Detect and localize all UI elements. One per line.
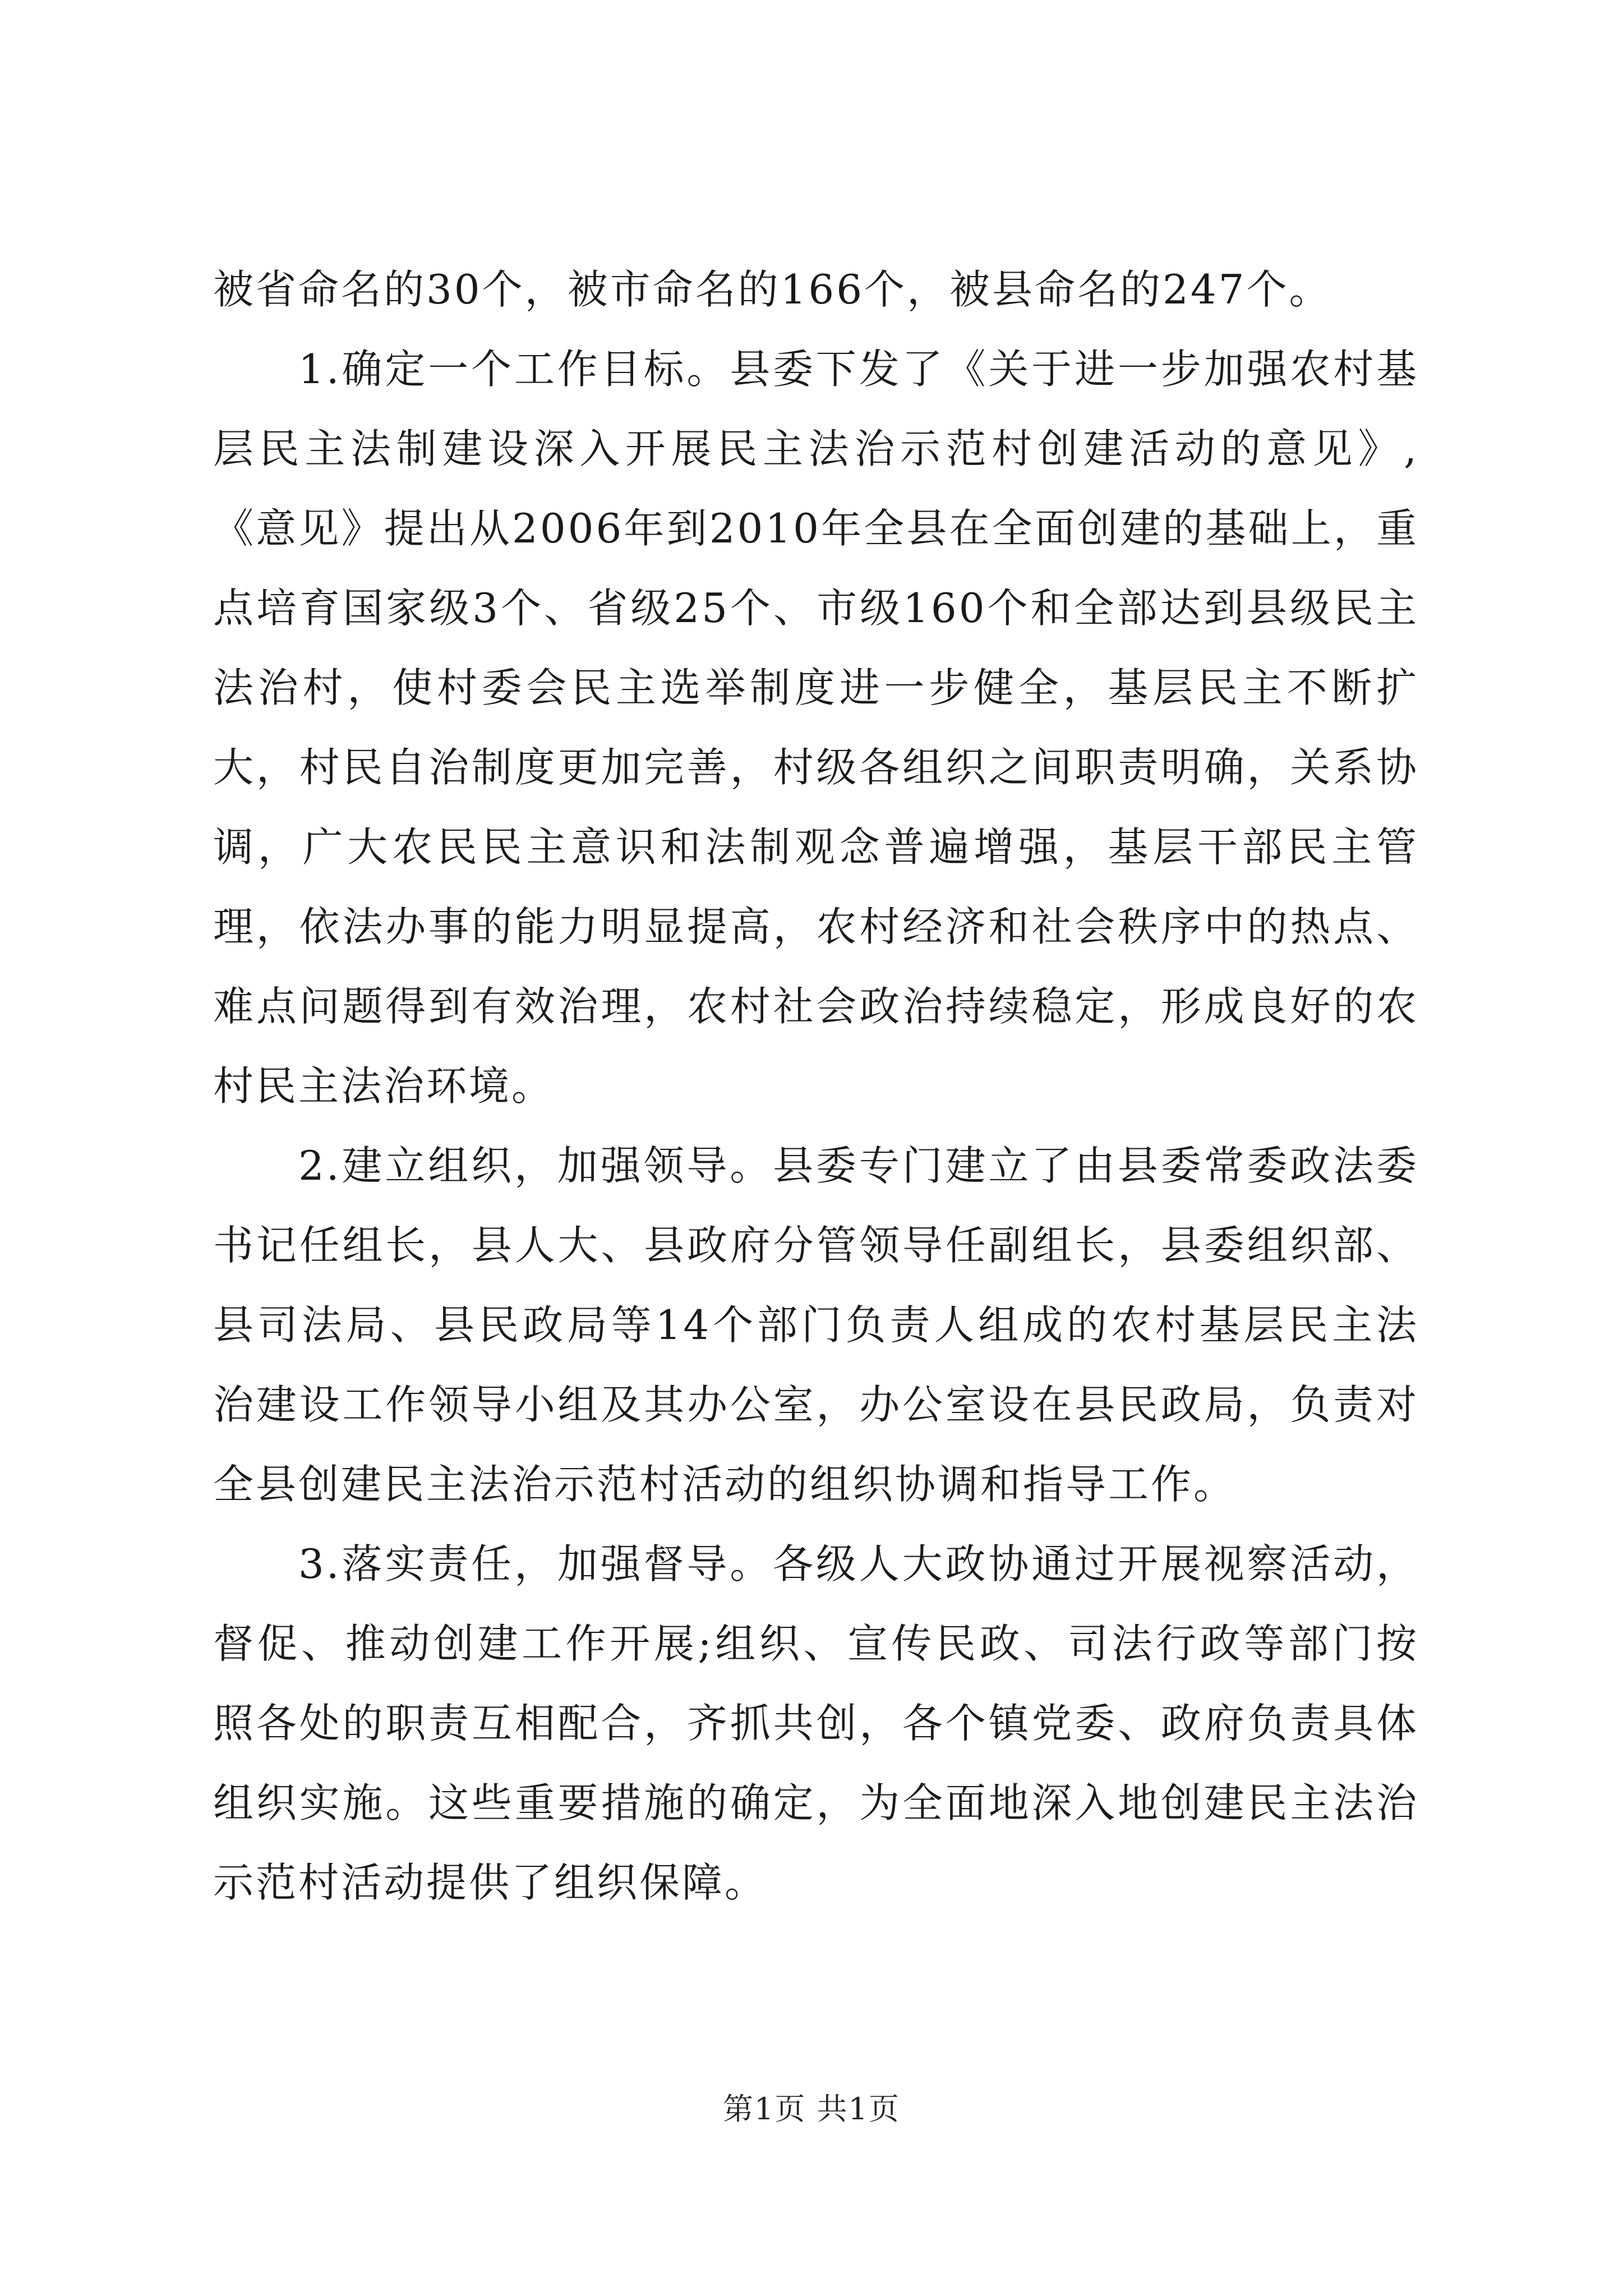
paragraph-item-2: 2.建立组织，加强领导。县委专门建立了由县委常委政法委书记任组长，县人大、县政府分管领导任副组长，县委组织部、县司法局、县民政局等14个部门负责人组成的农村基层民主法治建设工作领导小组及其办公室，办公室设在县民政局，负责对全县创建民主法治示范村活动的组织协调和指导工作。: [213, 1142, 1419, 1508]
paragraph-item-1: 1.确定一个工作目标。县委下发了《关于进一步加强农村基层民主法制建设深入开展民主法治示范村创建活动的意见》,《意见》提出从2006年到2010年全县在全面创建的基础上，重点培育国家级3个、省级25个、市级160个和全部达到县级民主法治村，使村委会民主选举制度进一步健全，基层民主不断扩大，村民自治制度更加完善，村级各组织之间职责明确，关系协调，广大农民民主意识和法制观念普遍增强，基层干部民主管理，依法办事的能力明显提高，农村经济和社会秩序中的热点、难点问题得到有效治理，农村社会政治持续稳定，形成良好的农村民主法治环境。: [213, 346, 1419, 1110]
document-body: [213, 250, 1419, 1922]
page-number-footer: 第1页 共1页: [723, 2091, 900, 2127]
paragraph-item-3: 3.落实责任，加强督导。各级人大政协通过开展视察活动，督促、推动创建工作开展;组织、宣传民政、司法行政等部门按照各处的职责互相配合，齐抓共创，各个镇党委、政府负责具体组织实施。这些重要措施的确定，为全面地深入地创建民主法治示范村活动提供了组织保障。: [213, 1540, 1419, 1906]
paragraph-continuation: 被省命名的30个，被市命名的166个，被县命名的247个。: [213, 266, 1332, 313]
